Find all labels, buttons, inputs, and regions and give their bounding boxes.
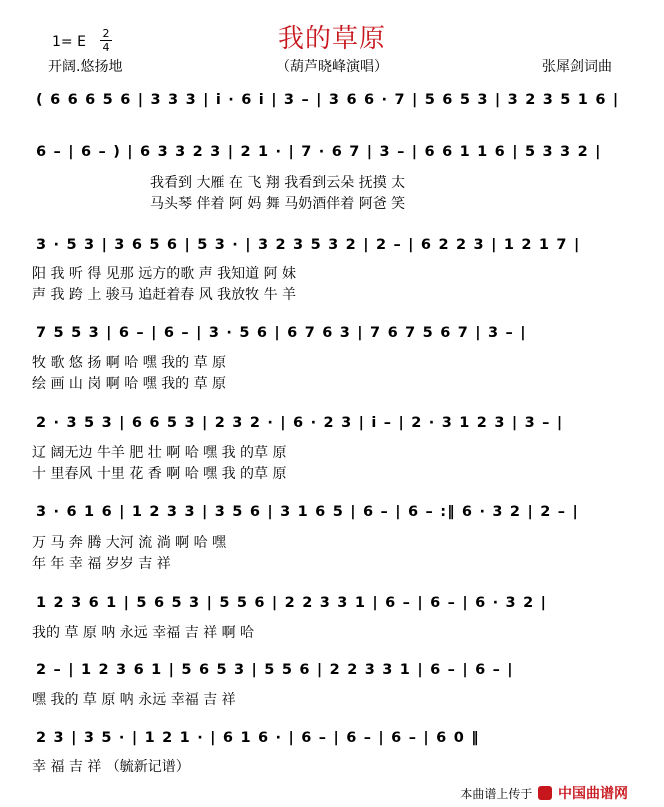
notation-line: 1 2 3 6 1 | 5 6 5 3 | 5 5 6 | 2 2 3 3 1 | 6 – | 6 – | 6 · 3 2 | [36, 595, 548, 611]
footer-text: 本曲谱上传于 [460, 787, 533, 801]
staff-row [30, 142, 638, 166]
lyric-line: 我的 草 原 呐 永远 幸福 吉 祥 啊 哈 [32, 625, 255, 641]
lyric-line: 辽 阔无边 牛羊 肥 壮 啊 哈 嘿 我 的草 原 [32, 445, 287, 461]
footer-brand[interactable]: 中国曲谱网 [558, 786, 628, 802]
song-title: 我的草原 [277, 24, 386, 54]
notation-line: 6 – | 6 – ) | 6 3 3 2 3 | 2 1 · | 7 · 6 7 | 3 – | 6 6 1 1 6 | 5 3 3 2 | [36, 144, 602, 160]
time-bottom: 4 [102, 41, 110, 54]
lyric-line: 牧 歌 悠 扬 啊 哈 嘿 我的 草 原 [32, 355, 227, 371]
lyric-line: 绘 画 山 岗 啊 哈 嘿 我的 草 原 [32, 376, 227, 392]
notation-line: 3 · 6 1 6 | 1 2 3 3 | 3 5 6 | 3 1 6 5 | 6 – | 6 – :‖ 6 · 3 2 | 2 – | [36, 504, 579, 520]
lyric-line: 嘿 我的 草 原 呐 永远 幸福 吉 祥 [32, 692, 236, 708]
site-footer [460, 783, 628, 803]
lyric-line: 万 马 奔 腾 大河 流 淌 啊 哈 嘿 [32, 535, 227, 551]
staff-row [30, 235, 638, 259]
lyric-line: 十 里春风 十里 花 香 啊 哈 嘿 我 的草 原 [32, 466, 287, 482]
staff-row [30, 660, 638, 684]
staff-row [30, 323, 638, 347]
staff-row [30, 502, 638, 526]
notation-line: 2 – | 1 2 3 6 1 | 5 6 5 3 | 5 5 6 | 2 2 3 3 1 | 6 – | 6 – | [36, 662, 514, 678]
time-signature [100, 28, 112, 53]
site-logo-icon [538, 786, 552, 800]
notation-line: 7 5 5 3 | 6 – | 6 – | 3 · 5 6 | 6 7 6 3 | 7 6 7 5 6 7 | 3 – | [36, 325, 527, 341]
lyric-line: 年 年 幸 福 岁岁 吉 祥 [32, 556, 171, 572]
lyric-line: 阳 我 听 得 见那 远方的歌 声 我知道 阿 妹 [32, 266, 297, 282]
singer-credit: （葫芦晓峰演唱） [276, 59, 388, 75]
lyric-line: 声 我 跨 上 骏马 追赶着春 风 我放牧 牛 羊 [32, 287, 297, 303]
lyric-line: 幸 福 吉 祥 （毓新记谱） [32, 759, 190, 775]
staff-row [30, 90, 638, 114]
notation-line: 2 · 3 5 3 | 6 6 5 3 | 2 3 2 · | 6 · 2 3 | i – | 2 · 3 1 2 3 | 3 – | [36, 415, 564, 431]
lyric-line: 马头琴 伴着 阿 妈 舞 马奶酒伴着 阿爸 笑 [150, 196, 406, 212]
tempo-marking: 开阔.悠扬地 [48, 59, 123, 75]
staff-row [30, 593, 638, 617]
staff-row [30, 413, 638, 437]
time-top: 2 [102, 27, 110, 40]
composer-credit: 张犀剑词曲 [542, 59, 612, 75]
notation-line: ( 6 6 6 5 6 | 3 3 3 | i · 6 i | 3 – | 3 6 6 · 7 | 5 6 5 3 | 3 2 3 5 1 6 | [36, 92, 620, 108]
lyric-line: 我看到 大雁 在 飞 翔 我看到云朵 抚摸 太 [150, 175, 406, 191]
key-signature: 1= E [52, 34, 86, 50]
staff-row [30, 728, 638, 752]
notation-line: 2 3 | 3 5 · | 1 2 1 · | 6 1 6 · | 6 – | 6 – | 6 – | 6 0 ‖ [36, 730, 480, 746]
notation-line: 3 · 5 3 | 3 6 5 6 | 5 3 · | 3 2 3 5 3 2 | 2 – | 6 2 2 3 | 1 2 1 7 | [36, 237, 581, 253]
